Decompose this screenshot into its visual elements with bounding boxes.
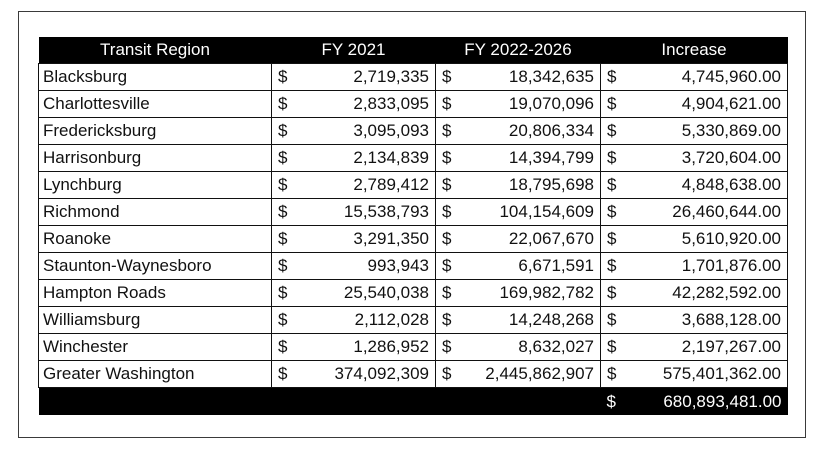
header-fy2021: FY 2021 [272, 37, 436, 64]
increase-cell: 5,610,920.00 [625, 226, 788, 253]
fy2021-cell: 2,112,028 [296, 307, 436, 334]
currency-sign: $ [436, 361, 460, 388]
increase-cell: 42,282,592.00 [625, 280, 788, 307]
region-cell: Richmond [39, 199, 272, 226]
currency-sign: $ [436, 280, 460, 307]
currency-sign: $ [272, 253, 296, 280]
currency-sign: $ [436, 226, 460, 253]
currency-sign: $ [272, 172, 296, 199]
fy2021-cell: 3,095,093 [296, 118, 436, 145]
currency-sign: $ [601, 145, 625, 172]
region-cell: Winchester [39, 334, 272, 361]
fy2022-2026-cell: 2,445,862,907 [460, 361, 601, 388]
currency-sign: $ [601, 172, 625, 199]
fy2022-2026-cell: 8,632,027 [460, 334, 601, 361]
currency-sign: $ [436, 307, 460, 334]
fy2022-2026-cell: 18,342,635 [460, 64, 601, 91]
currency-sign: $ [601, 307, 625, 334]
fy2021-cell: 3,291,350 [296, 226, 436, 253]
fy2022-2026-cell: 104,154,609 [460, 199, 601, 226]
currency-sign: $ [272, 118, 296, 145]
currency-sign: $ [272, 280, 296, 307]
increase-cell: 4,904,621.00 [625, 91, 788, 118]
table-row [39, 145, 788, 172]
table-row [39, 334, 788, 361]
fy2022-2026-cell: 22,067,670 [460, 226, 601, 253]
increase-cell: 3,688,128.00 [625, 307, 788, 334]
fy2021-cell: 2,789,412 [296, 172, 436, 199]
increase-cell: 4,745,960.00 [625, 64, 788, 91]
increase-cell: 26,460,644.00 [625, 199, 788, 226]
currency-sign: $ [601, 361, 625, 388]
region-cell: Williamsburg [39, 307, 272, 334]
table-row [39, 172, 788, 199]
header-increase: Increase [601, 37, 788, 64]
currency-sign: $ [272, 334, 296, 361]
region-cell: Roanoke [39, 226, 272, 253]
currency-sign: $ [601, 118, 625, 145]
increase-cell: 575,401,362.00 [625, 361, 788, 388]
currency-sign: $ [272, 145, 296, 172]
currency-sign: $ [436, 145, 460, 172]
currency-sign: $ [436, 199, 460, 226]
table-row [39, 118, 788, 145]
table-row [39, 361, 788, 388]
fy2021-cell: 374,092,309 [296, 361, 436, 388]
table-footer [39, 388, 788, 416]
currency-sign: $ [601, 226, 625, 253]
currency-sign: $ [272, 91, 296, 118]
fy2021-cell: 2,134,839 [296, 145, 436, 172]
region-cell: Lynchburg [39, 172, 272, 199]
table-row [39, 307, 788, 334]
fy2022-2026-cell: 20,806,334 [460, 118, 601, 145]
fy2021-cell: 2,719,335 [296, 64, 436, 91]
header-transit-region: Transit Region [39, 37, 272, 64]
currency-sign: $ [272, 307, 296, 334]
currency-sign: $ [272, 226, 296, 253]
currency-sign: $ [601, 280, 625, 307]
table-row [39, 64, 788, 91]
fy2021-cell: 15,538,793 [296, 199, 436, 226]
total-increase: 680,893,481.00 [625, 388, 788, 416]
increase-cell: 1,701,876.00 [625, 253, 788, 280]
region-cell: Greater Washington [39, 361, 272, 388]
total-spacer [39, 388, 601, 416]
region-cell: Charlottesville [39, 91, 272, 118]
fy2022-2026-cell: 19,070,096 [460, 91, 601, 118]
fy2022-2026-cell: 14,248,268 [460, 307, 601, 334]
currency-sign: $ [601, 253, 625, 280]
table-row [39, 91, 788, 118]
increase-cell: 4,848,638.00 [625, 172, 788, 199]
currency-sign: $ [436, 172, 460, 199]
currency-sign: $ [436, 64, 460, 91]
table-row [39, 280, 788, 307]
fy2021-cell: 25,540,038 [296, 280, 436, 307]
table-row [39, 199, 788, 226]
fy2022-2026-cell: 14,394,799 [460, 145, 601, 172]
increase-cell: 5,330,869.00 [625, 118, 788, 145]
currency-sign: $ [601, 91, 625, 118]
region-cell: Staunton-Waynesboro [39, 253, 272, 280]
currency-sign: $ [436, 253, 460, 280]
currency-sign: $ [272, 361, 296, 388]
currency-sign: $ [601, 199, 625, 226]
table-row [39, 253, 788, 280]
currency-sign: $ [272, 64, 296, 91]
fy2021-cell: 993,943 [296, 253, 436, 280]
increase-cell: 3,720,604.00 [625, 145, 788, 172]
currency-sign: $ [272, 199, 296, 226]
currency-sign: $ [436, 334, 460, 361]
increase-cell: 2,197,267.00 [625, 334, 788, 361]
currency-sign: $ [601, 64, 625, 91]
fy2021-cell: 2,833,095 [296, 91, 436, 118]
region-cell: Hampton Roads [39, 280, 272, 307]
region-cell: Harrisonburg [39, 145, 272, 172]
table-row [39, 226, 788, 253]
fy2022-2026-cell: 18,795,698 [460, 172, 601, 199]
fy2022-2026-cell: 169,982,782 [460, 280, 601, 307]
transit-funding-table [38, 37, 788, 415]
table-header [39, 37, 788, 64]
currency-sign: $ [601, 334, 625, 361]
fy2021-cell: 1,286,952 [296, 334, 436, 361]
region-cell: Blacksburg [39, 64, 272, 91]
currency-sign: $ [436, 91, 460, 118]
region-cell: Fredericksburg [39, 118, 272, 145]
currency-sign: $ [436, 118, 460, 145]
currency-sign: $ [601, 388, 625, 416]
table-body [39, 64, 788, 388]
header-fy2022-2026: FY 2022-2026 [436, 37, 601, 64]
fy2022-2026-cell: 6,671,591 [460, 253, 601, 280]
